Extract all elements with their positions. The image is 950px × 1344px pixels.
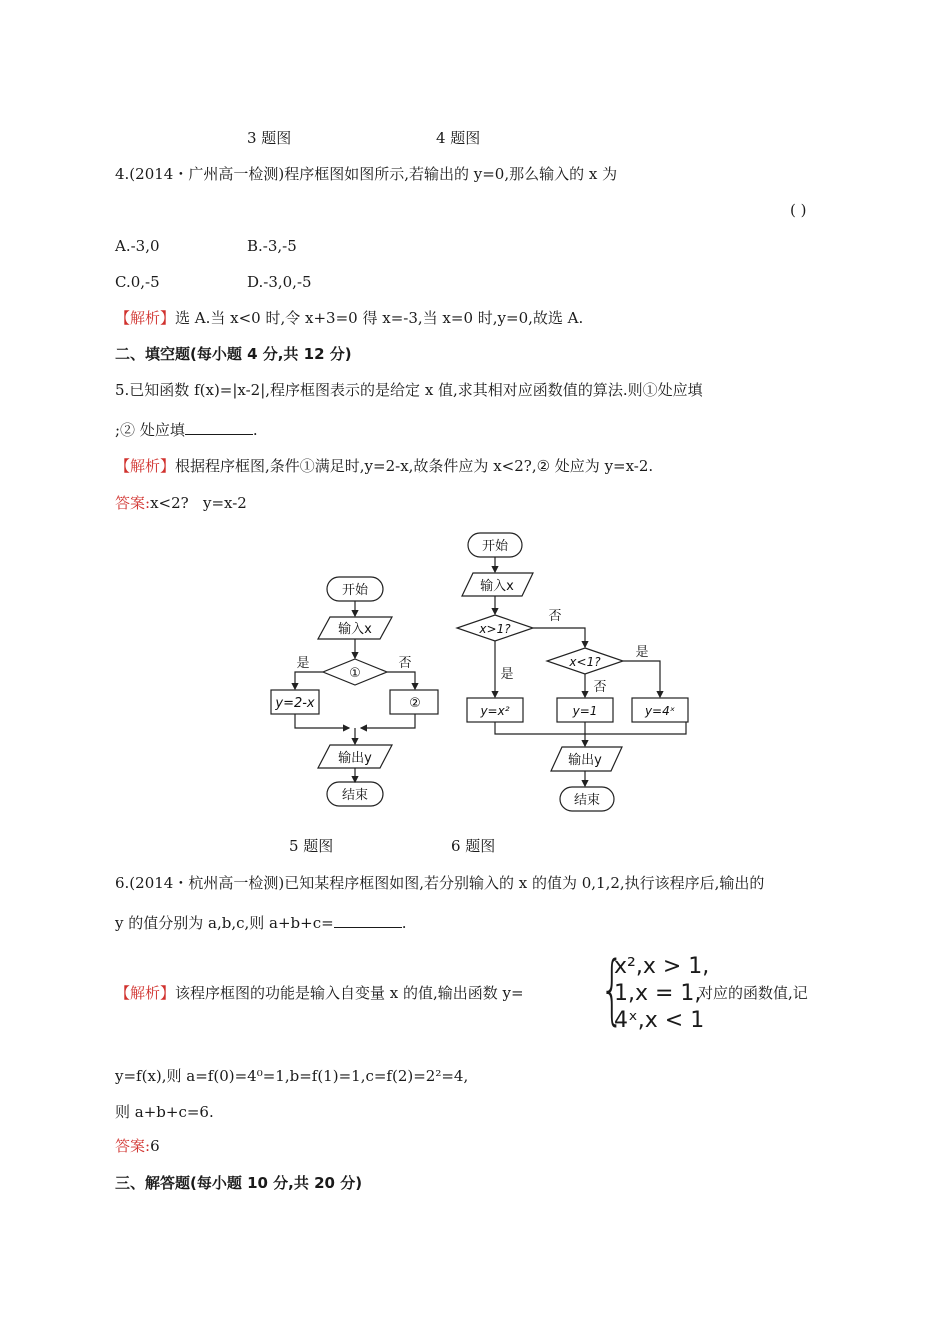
box3-label: y=4ˣ (644, 704, 676, 718)
analysis-tag: 【解析】 (115, 457, 176, 475)
analysis-tag: 【解析】 (115, 984, 176, 1002)
figure-3-caption: 3 题图 (247, 129, 292, 147)
q5-stem-line1: 5.已知函数 f(x)=|x-2|,程序框图表示的是给定 x 值,求其相对应函数值的算法.则①处应填 (115, 381, 703, 399)
section-3-heading: 三、解答题(每小题 10 分,共 20 分) (115, 1174, 363, 1192)
q4-option-a: A.-3,0 (115, 237, 160, 255)
q6-stem-line2-text: y 的值分别为 a,b,c,则 a+b+c= (115, 914, 334, 932)
answer-tag: 答案: (115, 1137, 151, 1155)
figure-4-caption: 4 题图 (436, 129, 481, 147)
box1-label: y=x² (480, 704, 510, 718)
piecewise-case-1: x²,x > 1, (614, 954, 710, 979)
flowchart-5 (265, 570, 445, 815)
q5-stem-line2 (115, 420, 258, 440)
q5-stem-line2-text: ;② 处应填 (115, 421, 185, 439)
piecewise-brace: { (600, 944, 625, 1033)
q5-answer-text: x<2? y=x-2 (150, 494, 247, 512)
condition1-label: x>1? (479, 622, 511, 636)
q6-stem-line2-end: . (401, 914, 407, 932)
q6-analysis-line2: y=f(x),则 a=f(0)=4⁰=1,b=f(1)=1,c=f(2)=2²=4, (115, 1067, 469, 1085)
no2-label: 否 (593, 680, 607, 695)
piecewise-case-2: 1,x = 1, (614, 981, 702, 1006)
q5-answer (115, 493, 247, 513)
answer-tag: 答案: (115, 494, 151, 512)
q6-stem-line2 (115, 913, 406, 933)
output-label: 输出y (568, 753, 602, 768)
section-2-heading: 二、填空题(每小题 4 分,共 12 分) (115, 345, 352, 363)
q6-blank (334, 913, 402, 928)
box2-label: y=1 (572, 704, 598, 718)
q4-option-b: B.-3,-5 (247, 237, 297, 255)
q4-option-d: D.-3,0,-5 (247, 273, 312, 291)
q5-stem-line2-end: . (252, 421, 258, 439)
left-box-label: y=2-x (275, 696, 315, 711)
yes2-label: 是 (635, 645, 649, 660)
end-label: 结束 (341, 788, 369, 803)
q6-stem-line1: 6.(2014・杭州高一检测)已知某程序框图如图,若分别输入的 x 的值为 0,1,2,执行该程序后,输出的 (115, 874, 765, 892)
figure-5-caption: 5 题图 (289, 837, 334, 855)
output-label: 输出y (338, 751, 372, 766)
q4-stem: 4.(2014・广州高一检测)程序框图如图所示,若输出的 y=0,那么输入的 x 为 (115, 165, 618, 183)
q4-option-c: C.0,-5 (115, 273, 160, 291)
input-label: 输入x (338, 622, 372, 637)
right-box-label: ② (409, 696, 421, 711)
condition2-label: x<1? (569, 655, 601, 669)
q6-analysis-text: 该程序框图的功能是输入自变量 x 的值,输出函数 y= (175, 984, 524, 1002)
q6-answer (115, 1136, 160, 1156)
start-label: 开始 (341, 583, 369, 598)
end-label: 结束 (573, 793, 601, 808)
q5-analysis-text: 根据程序框图,条件①满足时,y=2-x,故条件应为 x<2?,② 处应为 y=x-2. (175, 457, 654, 475)
flowchart-6 (450, 528, 700, 818)
figure-6-caption: 6 题图 (451, 837, 496, 855)
yes1-label: 是 (500, 667, 514, 682)
no1-label: 否 (548, 609, 562, 624)
analysis-tag: 【解析】 (115, 309, 176, 327)
piecewise-case-3: 4ˣ,x < 1 (614, 1008, 705, 1033)
no-label: 否 (398, 656, 412, 671)
start-label: 开始 (481, 539, 509, 554)
condition-label: ① (349, 666, 361, 681)
input-label: 输入x (480, 579, 514, 594)
q5-blank (185, 420, 253, 435)
q4-analysis (115, 308, 583, 328)
q4-answer-paren: ( ) (790, 201, 807, 219)
q6-answer-text: 6 (150, 1137, 160, 1155)
yes-label: 是 (296, 656, 310, 671)
q6-analysis-tail: 对应的函数值,记 (698, 984, 808, 1002)
q6-analysis-line1 (115, 983, 524, 1003)
q5-analysis (115, 456, 653, 476)
q4-analysis-text: 选 A.当 x<0 时,令 x+3=0 得 x=-3,当 x=0 时,y=0,故选 A. (175, 309, 584, 327)
q6-analysis-line3: 则 a+b+c=6. (115, 1103, 214, 1121)
